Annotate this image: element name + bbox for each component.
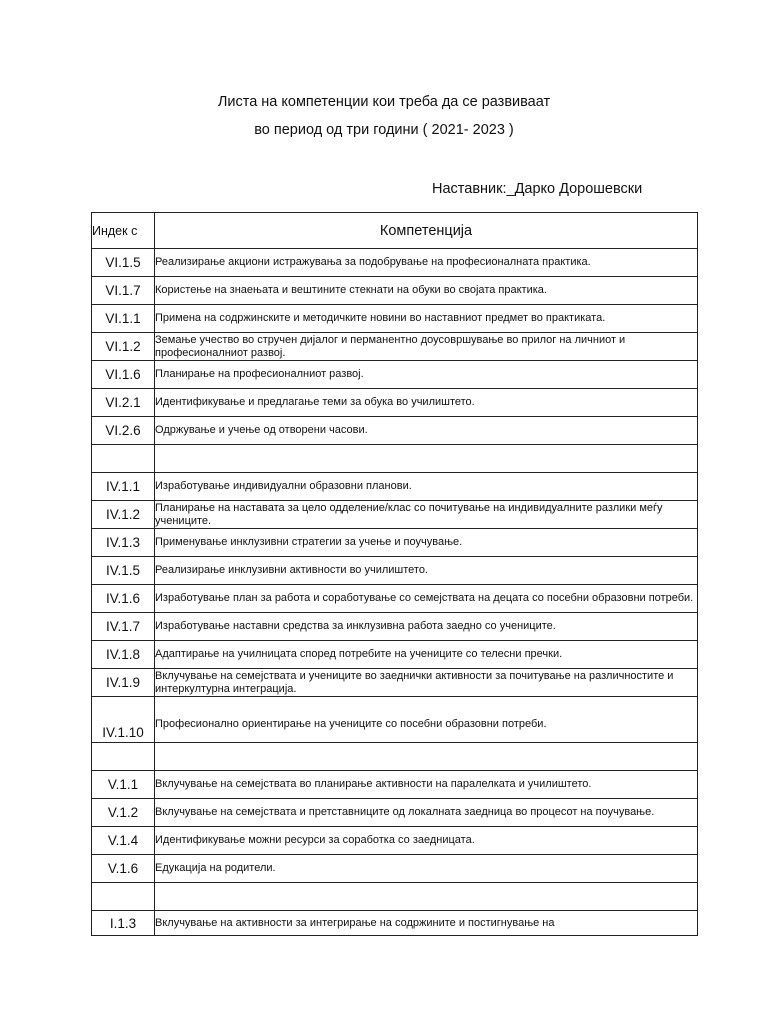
title-line-1: Листа на компетенции кои треба да се развиваат <box>217 94 551 110</box>
row-competence <box>155 883 698 911</box>
table-row <box>92 771 698 799</box>
table-row <box>92 911 698 936</box>
table-row <box>92 669 698 697</box>
row-competence: Изработување наставни средства за инклузивна работа заедно со учениците. <box>155 613 698 641</box>
row-competence: Примена на содржинските и методичките новини во наставниот предмет во практиката. <box>155 305 698 333</box>
row-index: IV.1.8 <box>92 641 155 669</box>
row-index: IV.1.5 <box>92 557 155 585</box>
row-competence: Вклучување на активности за интегрирање на содржините и постигнување на <box>155 911 698 936</box>
competence-table <box>91 212 698 936</box>
row-competence: Едукација на родители. <box>155 855 698 883</box>
row-competence: Идентификување и предлагање теми за обука во училиштето. <box>155 389 698 417</box>
table-row-empty <box>92 743 698 771</box>
row-index: VI.2.1 <box>92 389 155 417</box>
row-competence: Адаптирање на училницата според потребите на учениците со телесни пречки. <box>155 641 698 669</box>
table-row <box>92 277 698 305</box>
row-competence: Изработување план за работа и соработување со семејствата на децата со посебни образовни потреби. <box>155 585 698 613</box>
row-index: VI.1.2 <box>92 333 155 361</box>
row-competence: Реализирање акциони истражувања за подобрување на професионалната практика. <box>155 249 698 277</box>
row-index: V.1.4 <box>92 827 155 855</box>
row-competence: Професионално ориентирање на учениците со посебни образовни потреби. <box>155 697 698 743</box>
row-index: V.1.1 <box>92 771 155 799</box>
row-index: IV.1.10 <box>92 697 155 743</box>
header-competence: Компетенција <box>155 213 698 249</box>
table-row <box>92 585 698 613</box>
table-row-empty <box>92 883 698 911</box>
table-row <box>92 557 698 585</box>
row-competence: Вклучување на семејствата и претставниците од локалната заедница во процесот на поучување. <box>155 799 698 827</box>
table-row <box>92 473 698 501</box>
table-row <box>92 249 698 277</box>
row-index: IV.1.6 <box>92 585 155 613</box>
row-index <box>92 743 155 771</box>
row-competence <box>155 445 698 473</box>
table-row <box>92 641 698 669</box>
table-row <box>92 501 698 529</box>
table-row <box>92 799 698 827</box>
row-index: V.1.6 <box>92 855 155 883</box>
row-competence: Земање учество во стручен дијалог и перманентно доусовршување во прилог на личниот и професионалниот развој. <box>155 333 698 361</box>
row-index <box>92 445 155 473</box>
row-competence: Вклучување на семејствата и учениците во заеднички активности за почитување на различностите и интеркултурна интеграција. <box>155 669 698 697</box>
table-row <box>92 361 698 389</box>
row-index: VI.1.7 <box>92 277 155 305</box>
row-competence: Изработување индивидуални образовни планови. <box>155 473 698 501</box>
row-competence: Планирање на наставата за цело одделение/клас со почитување на индивидуалните разлики меѓу учениците. <box>155 501 698 529</box>
row-competence: Идентификување можни ресурси за соработка со заедницата. <box>155 827 698 855</box>
title-line-2: во период од три години ( 2021- 2023 ) <box>254 122 514 138</box>
row-index: IV.1.7 <box>92 613 155 641</box>
row-index: IV.1.9 <box>92 669 155 697</box>
row-competence: Вклучување на семејствата во планирање активности на паралелката и училиштето. <box>155 771 698 799</box>
row-competence <box>155 743 698 771</box>
row-index: VI.1.5 <box>92 249 155 277</box>
row-index: VI.1.6 <box>92 361 155 389</box>
row-competence: Реализирање инклузивни активности во училиштето. <box>155 557 698 585</box>
table-header-row <box>92 213 698 249</box>
row-index: IV.1.1 <box>92 473 155 501</box>
row-index: VI.2.6 <box>92 417 155 445</box>
row-competence: Планирање на професионалниот развој. <box>155 361 698 389</box>
table-row <box>92 389 698 417</box>
table-row <box>92 827 698 855</box>
row-competence: Одржување и учење од отворени часови. <box>155 417 698 445</box>
table-row <box>92 855 698 883</box>
row-index: IV.1.2 <box>92 501 155 529</box>
row-index: I.1.3 <box>92 911 155 936</box>
table-row <box>92 333 698 361</box>
row-index: VI.1.1 <box>92 305 155 333</box>
table-row-empty <box>92 445 698 473</box>
row-competence: Применување инклузивни стратегии за учење и поучување. <box>155 529 698 557</box>
table-row <box>92 613 698 641</box>
mentor-name: Наставник:_Дарко Дорошевски <box>432 181 643 197</box>
table-row <box>92 417 698 445</box>
table-row <box>92 529 698 557</box>
row-index: V.1.2 <box>92 799 155 827</box>
table-row <box>92 697 698 743</box>
table-row <box>92 305 698 333</box>
row-competence: Користење на знаењата и вештините стекнати на обуки во својата практика. <box>155 277 698 305</box>
row-index: IV.1.3 <box>92 529 155 557</box>
header-index: Индек с <box>92 213 155 249</box>
row-index <box>92 883 155 911</box>
